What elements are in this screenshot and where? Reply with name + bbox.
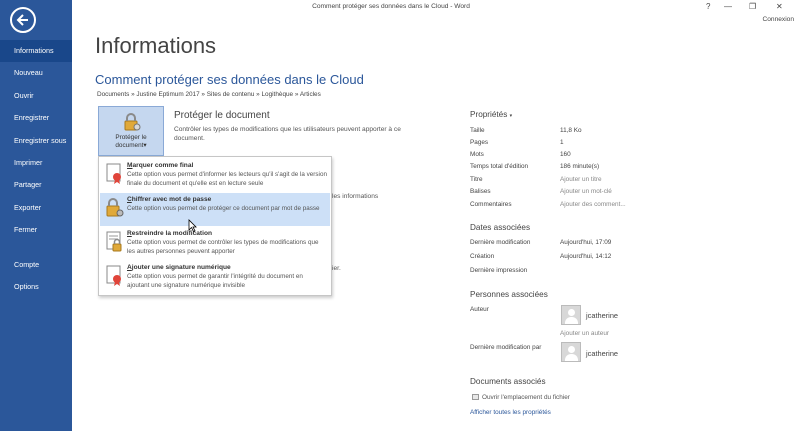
prop-label-size: Taille: [470, 127, 485, 134]
menu-item-title: [127, 196, 211, 203]
date-label-modified: Dernière modification: [470, 239, 531, 246]
nav-partager[interactable]: Partager: [14, 180, 42, 190]
menu-item-title: [127, 162, 193, 169]
menu-item-title-text: jouter une signature numérique: [131, 264, 231, 271]
restrict-edit-icon: [105, 231, 123, 253]
modified-by-label: Dernière modification par: [470, 344, 542, 351]
breadcrumb[interactable]: Documents » Justine Eptimum 2017 » Sites de contenu » Logithèque » Articles: [97, 91, 321, 98]
author-avatar[interactable]: [561, 305, 581, 325]
protect-dropdown-menu: [98, 156, 332, 296]
menu-item-accesskey: R: [127, 230, 132, 237]
backstage-sidebar: [0, 0, 72, 431]
help-button[interactable]: ?: [706, 2, 711, 11]
prop-title-input[interactable]: Ajouter un titre: [560, 176, 602, 183]
nav-imprimer[interactable]: Imprimer: [14, 157, 43, 167]
key-lock-icon: [105, 197, 125, 219]
menu-item-description: Cette option vous permet d'informer les lecteurs qu'il s'agit de la version finale du document et qu'elle est en lecture seule: [127, 171, 327, 187]
prop-label-tags: Balises: [470, 188, 491, 195]
chevron-down-icon: ▾: [509, 113, 513, 119]
window-title: Comment protéger ses données dans le Cloud - Word: [312, 3, 470, 10]
hidden-section-text-2: ier.: [332, 265, 341, 272]
menu-item-accesskey: C: [127, 196, 132, 203]
protect-button-line1: Protéger le: [115, 134, 147, 141]
date-label-printed: Dernière impression: [470, 267, 528, 274]
nav-options[interactable]: Options: [14, 281, 39, 291]
protect-description: Contrôler les types de modifications que les utilisateurs peuvent apporter à ce document.: [174, 126, 401, 142]
menu-item-accesskey: M: [127, 162, 133, 169]
prop-label-words: Mots: [470, 151, 484, 158]
prop-value-words: 160: [560, 151, 571, 158]
menu-item-restrict-edit[interactable]: [100, 227, 330, 260]
mouse-cursor-icon: [188, 219, 197, 232]
prop-value-pages: 1: [560, 139, 564, 146]
lock-key-icon: [122, 112, 142, 132]
backstage-nav: [0, 40, 72, 298]
prop-label-pages: Pages: [470, 139, 489, 146]
show-all-properties-link[interactable]: Afficher toutes les propriétés: [470, 409, 551, 416]
add-author-link[interactable]: Ajouter un auteur: [560, 330, 610, 337]
nav-separator: [0, 242, 72, 254]
menu-item-encrypt-password[interactable]: [100, 193, 330, 226]
menu-item-title: [127, 264, 231, 271]
date-value-created: Aujourd'hui, 14:12: [560, 253, 612, 260]
chevron-down-icon: ▾: [143, 142, 147, 149]
protect-button-line2-text: document: [115, 142, 144, 149]
final-ribbon-icon: [105, 163, 123, 185]
protect-button-line2: [99, 142, 163, 150]
menu-item-description: Cette option vous permet de contrôler les types de modifications que les autres personnes peuvent apporter: [127, 239, 319, 255]
folder-icon: [472, 394, 479, 400]
properties-heading[interactable]: [470, 110, 512, 119]
page-title: Informations: [95, 33, 217, 58]
protect-button-label: [99, 134, 163, 150]
menu-item-title-text: arquer comme final: [132, 162, 194, 169]
document-title: Comment protéger ses données dans le Cloud: [95, 72, 364, 87]
nav-informations[interactable]: Informations: [0, 40, 72, 62]
prop-tags-input[interactable]: Ajouter un mot-clé: [560, 188, 612, 195]
related-docs-heading: Documents associés: [470, 377, 546, 386]
menu-item-mark-final[interactable]: [100, 159, 330, 192]
open-file-location-link[interactable]: Ouvrir l'emplacement du fichier: [482, 394, 570, 401]
modified-by-name[interactable]: jcatherine: [586, 349, 619, 358]
protect-heading: Protéger le document: [174, 110, 270, 121]
nav-ouvrir[interactable]: Ouvrir: [14, 90, 34, 100]
author-name[interactable]: jcatherine: [586, 311, 619, 320]
restore-button[interactable]: ❐: [749, 2, 757, 11]
prop-label-title: Titre: [470, 176, 483, 183]
prop-label-comments: Commentaires: [470, 201, 512, 208]
close-button[interactable]: ✕: [776, 2, 783, 11]
nav-enregistrer[interactable]: Enregistrer: [14, 113, 50, 123]
prop-label-edit-time: Temps total d'édition: [470, 163, 529, 170]
menu-item-title-text: hiffrer avec mot de passe: [131, 196, 212, 203]
prop-value-size: 11,8 Ko: [560, 127, 582, 134]
minimize-button[interactable]: —: [724, 2, 732, 11]
menu-item-title-text: estreindre la modification: [131, 230, 213, 237]
protect-document-button[interactable]: [98, 106, 164, 156]
back-arrow-icon: [16, 13, 30, 27]
nav-exporter[interactable]: Exporter: [14, 202, 42, 212]
menu-item-accesskey: A: [127, 264, 132, 271]
nav-fermer[interactable]: Fermer: [14, 225, 38, 235]
people-heading: Personnes associées: [470, 290, 548, 299]
menu-item-description: Cette option vous permet de protéger ce document par mot de passe: [127, 205, 320, 212]
date-value-modified: Aujourd'hui, 17:09: [560, 239, 612, 246]
back-button[interactable]: [10, 7, 36, 33]
dates-heading: Dates associées: [470, 223, 531, 232]
modified-by-avatar[interactable]: [561, 342, 581, 362]
menu-item-description: Cette option vous permet de garantir l'intégrité du document en ajoutant une signature numérique invisible: [127, 273, 303, 289]
nav-compte[interactable]: Compte: [14, 259, 40, 269]
prop-value-edit-time: 186 minute(s): [560, 163, 600, 170]
hidden-section-text: les informations: [332, 193, 379, 200]
nav-enregistrer-sous[interactable]: Enregistrer sous: [14, 135, 67, 145]
date-label-created: Création: [470, 253, 495, 260]
author-label: Auteur: [470, 306, 489, 313]
nav-nouveau[interactable]: Nouveau: [14, 68, 43, 78]
signature-ribbon-icon: [105, 265, 123, 287]
menu-item-title: [127, 230, 212, 237]
properties-heading-text: Propriétés: [470, 110, 508, 119]
prop-comments-input[interactable]: Ajouter des comment...: [560, 201, 626, 208]
sign-in-link[interactable]: Connexion: [762, 16, 794, 23]
menu-item-digital-signature[interactable]: [100, 261, 330, 294]
